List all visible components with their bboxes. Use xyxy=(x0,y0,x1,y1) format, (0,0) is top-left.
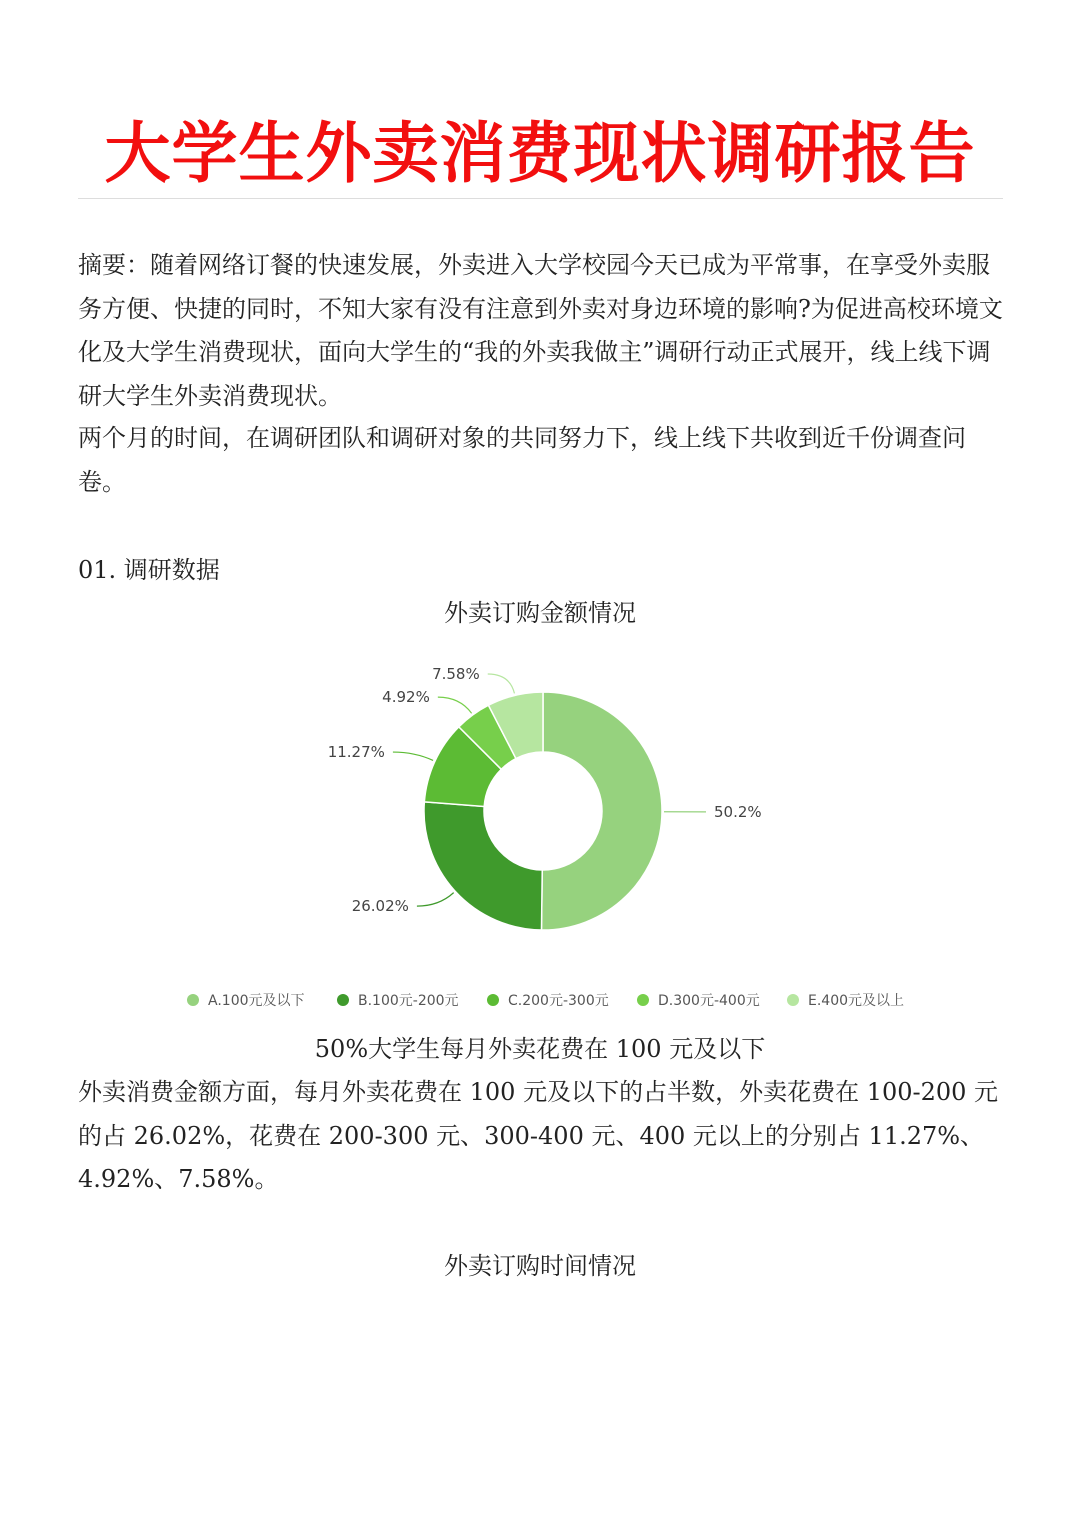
amount-donut-chart xyxy=(0,630,1080,1030)
leader-line xyxy=(438,697,472,713)
legend-swatch xyxy=(787,994,799,1006)
abstract-paragraph-2: 两个月的时间，在调研团队和调研对象的共同努力下，线上线下共收到近千份调查问卷。 xyxy=(78,424,966,496)
slice-value-label: 11.27% xyxy=(327,743,385,762)
abstract-paragraph: 摘要：随着网络订餐的快速发展，外卖进入大学校园今天已成为平常事，在享受外卖服务方便、快捷的同时，不知大家有没有注意到外卖对身边环境的影响?为促进高校环境文化及大学生消费现状，面向大学生的“我的外卖我做主”调研行动正式展开，线上线下调研大学生外卖消费现状。 xyxy=(78,251,1003,410)
donut-slice xyxy=(541,692,662,930)
chart-caption: 50%大学生每月外卖花费在 100 元及以下 xyxy=(314,1035,766,1063)
legend-label: D.300元-400元 xyxy=(658,993,760,1009)
legend-label: C.200元-300元 xyxy=(508,993,609,1009)
section-heading: 01. 调研数据 xyxy=(78,556,220,584)
slice-value-label: 4.92% xyxy=(382,688,430,707)
slice-value-label: 7.58% xyxy=(432,664,480,683)
slice-value-label: 50.2% xyxy=(713,802,762,821)
legend-label: A.100元及以下 xyxy=(208,993,305,1009)
legend-swatch xyxy=(337,994,349,1006)
legend-swatch xyxy=(187,994,199,1006)
donut-slices xyxy=(424,692,662,930)
donut-slice xyxy=(424,802,542,930)
analysis-paragraph: 外卖消费金额方面，每月外卖花费在 100 元及以下的占半数，外卖花费在 100-200 元的占 26.02%，花费在 200-300 元、300-400 元、400 元以上的分别占 11.27%、4.92%、7.58%。 xyxy=(78,1078,999,1193)
chart-title: 外卖订购金额情况 xyxy=(444,599,636,627)
next-chart-title: 外卖订购时间情况 xyxy=(444,1252,636,1280)
legend-swatch xyxy=(487,994,499,1006)
leader-line xyxy=(488,674,515,693)
slice-value-label: 26.02% xyxy=(351,897,409,916)
leader-line xyxy=(393,752,433,760)
chart-legend xyxy=(187,993,904,1009)
legend-label: E.400元及以上 xyxy=(808,993,905,1009)
report-title: 大学生外卖消费现状调研报告 xyxy=(104,115,976,192)
title-divider xyxy=(78,198,1003,199)
legend-swatch xyxy=(637,994,649,1006)
leader-line xyxy=(417,893,454,906)
legend-label: B.100元-200元 xyxy=(358,993,459,1009)
